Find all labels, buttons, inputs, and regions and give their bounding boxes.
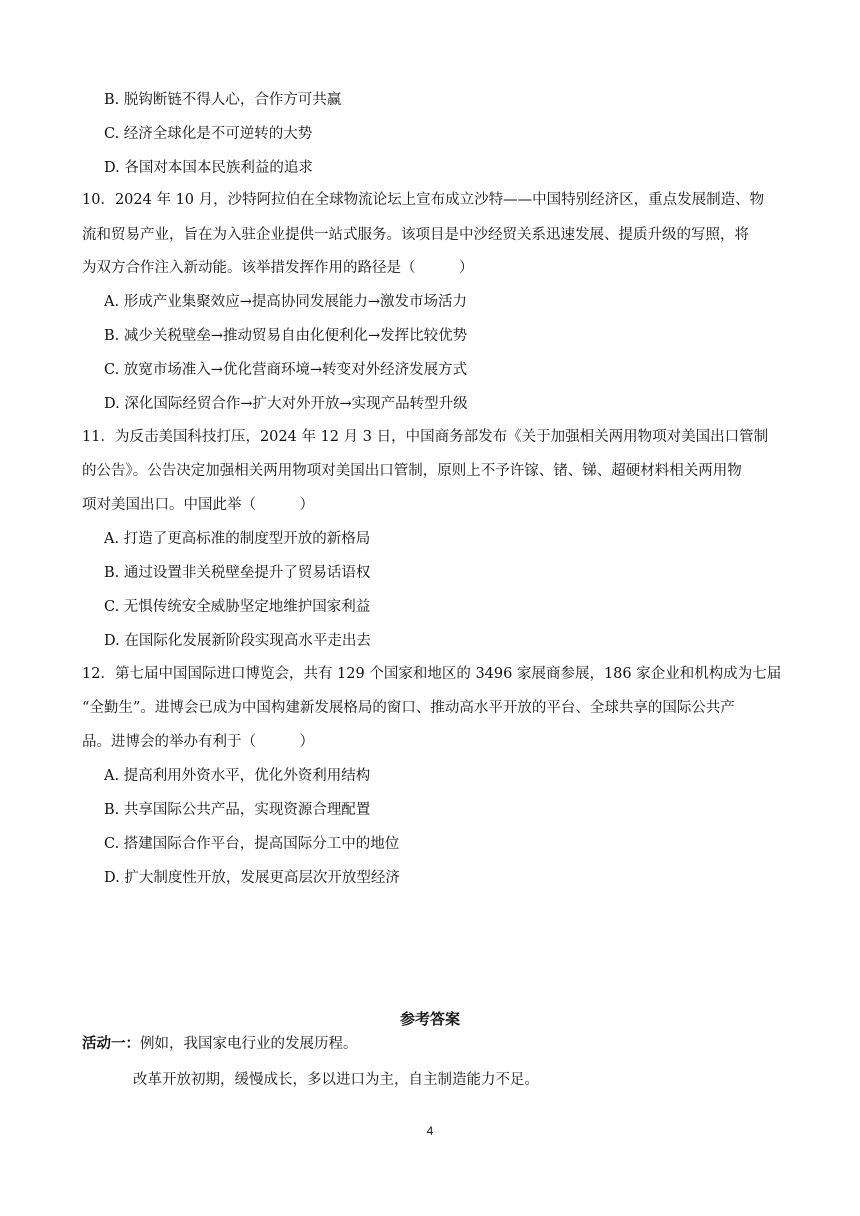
q11-option-c: C. 无惧传统安全威胁坚定地维护国家利益 (104, 599, 371, 615)
q12-stem-line-1: 12．第七届中国国际进口博览会，共有 129 个国家和地区的 3496 家展商参展，186 家企业和机构成为七届 (82, 666, 782, 682)
q12-option-b: B. 共享国际公共产品，实现资源合理配置 (104, 802, 371, 818)
q10-stem-line-1: 10．2024 年 10 月，沙特阿拉伯在全球物流论坛上宣布成立沙特——中国特别经济区，重点发展制造、物 (82, 192, 765, 208)
q11-option-a: A. 打造了更高标准的制度型开放的新格局 (104, 531, 371, 547)
q11-option-d: D. 在国际化发展新阶段实现高水平走出去 (104, 633, 371, 649)
q12-option-c: C. 搭建国际合作平台，提高国际分工中的地位 (104, 836, 400, 852)
page-number: 4 (426, 1124, 434, 1138)
q10-option-b: B. 减少关税壁垒→推动贸易自由化便利化→发挥比较优势 (104, 328, 468, 344)
q11-option-b: B. 通过设置非关税壁垒提升了贸易话语权 (104, 565, 371, 581)
q10-option-c: C. 放宽市场准入→优化营商环境→转变对外经济发展方式 (104, 362, 468, 378)
q10-stem-line-2: 流和贸易产业，旨在为入驻企业提供一站式服务。该项目是中沙经贸关系迅速发展、提质升级的写照，将 (82, 227, 749, 243)
q9-option-c: C. 经济全球化是不可逆转的大势 (104, 126, 313, 142)
q11-stem-line-3: 项对美国出口。中国此举（ ） (82, 497, 314, 513)
answers-title: 参考答案 (399, 1010, 460, 1028)
activity-one-line (82, 1034, 358, 1054)
q11-stem-line-1: 11．为反击美国科技打压，2024 年 12 月 3 日，中国商务部发布《关于加强相关两用物项对美国出口管制 (82, 429, 769, 445)
q12-stem-line-2: “全勤生”。进博会已成为中国构建新发展格局的窗口、推动高水平开放的平台、全球共享的国际公共产 (82, 700, 735, 716)
answer-paragraph: 改革开放初期，缓慢成长，多以进口为主，自主制造能力不足。 (133, 1072, 539, 1088)
q10-option-a: A. 形成产业集聚效应→提高协同发展能力→激发市场活力 (104, 294, 467, 310)
q10-stem-line-3: 为双方合作注入新动能。该举措发挥作用的路径是（ ） (82, 260, 474, 276)
activity-one-text: 例如，我国家电行业的发展历程。 (140, 1036, 358, 1052)
q12-option-d: D. 扩大制度性开放，发展更高层次开放型经济 (104, 870, 400, 886)
q11-stem-line-2: 的公告》。公告决定加强相关两用物项对美国出口管制，原则上不予许镓、锗、锑、超硬材料相关两用物 (82, 463, 742, 479)
q9-option-b: B. 脱钩断链不得人心，合作方可共赢 (104, 92, 342, 108)
q12-stem-line-3: 品。进博会的举办有利于（ ） (82, 734, 314, 750)
activity-one-label: 活动一： (82, 1036, 140, 1052)
q9-option-d: D. 各国对本国本民族利益的追求 (104, 160, 313, 176)
q10-option-d: D. 深化国际经贸合作→扩大对外开放→实现产品转型升级 (104, 396, 468, 412)
q12-option-a: A. 提高利用外资水平，优化外资利用结构 (104, 768, 371, 784)
